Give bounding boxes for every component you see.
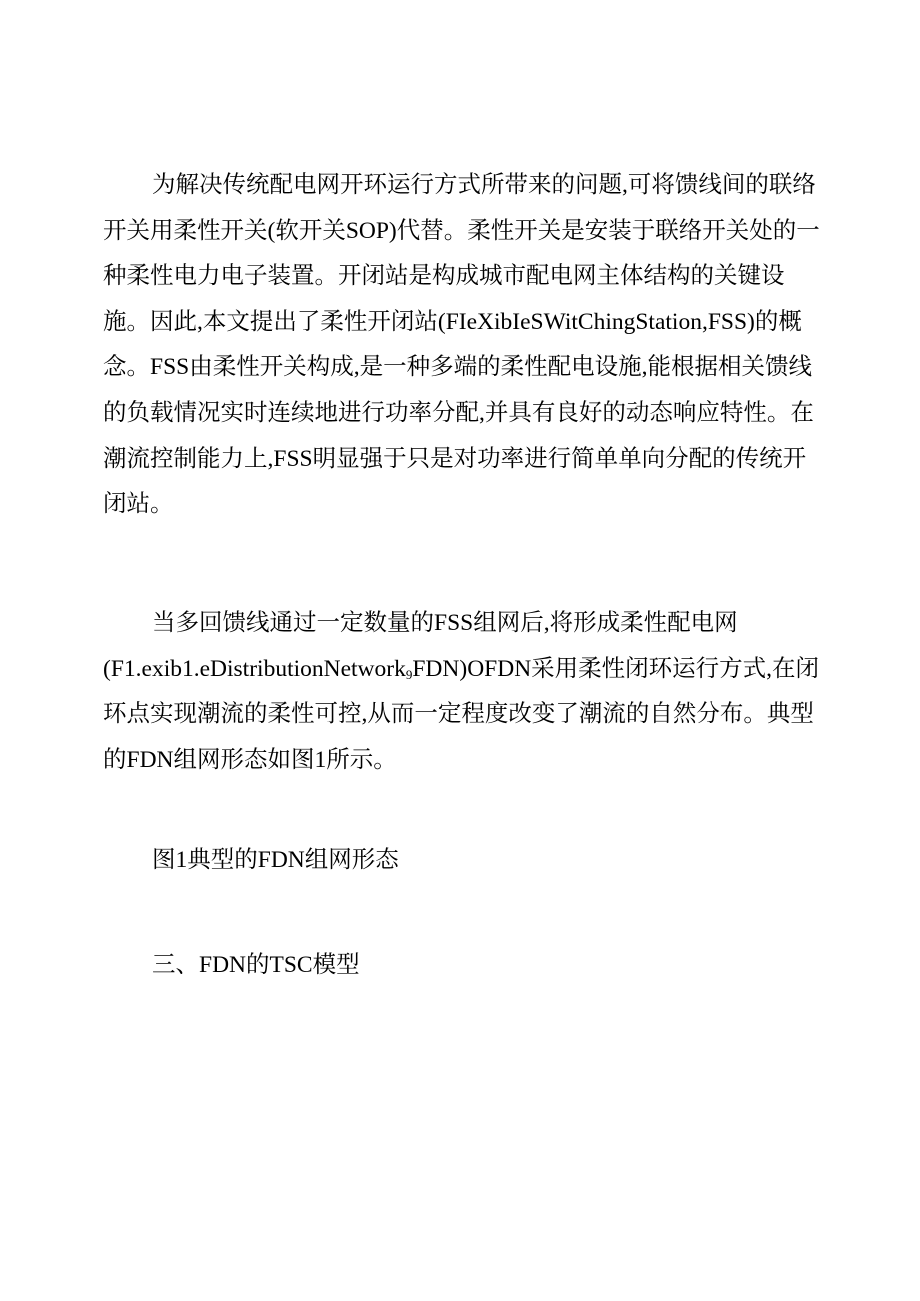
paragraph-line: 施。因此,本文提出了柔性开闭站(FIeXibIeSWitChingStation,FSS)的概: [103, 308, 802, 335]
paragraph-intro: [103, 163, 823, 528]
subscript-nine: 9: [405, 666, 413, 682]
paragraph-line-part: (F1.exib1.eDistributionNetwork: [103, 655, 406, 682]
paragraph-line: 闭站。: [103, 491, 174, 518]
figure-caption-block: [103, 838, 823, 884]
paragraph-line: 念。FSS由柔性开关构成,是一种多端的柔性配电设施,能根据相关馈线: [103, 354, 812, 381]
paragraph-fdn: [103, 601, 823, 783]
paragraph-line: 的FDN组网形态如图1所示。: [103, 746, 397, 773]
paragraph-line: [103, 647, 823, 693]
paragraph-line: 当多回馈线通过一定数量的FSS组网后,将形成柔性配电网: [152, 610, 738, 636]
paragraph-line: 环点实现潮流的柔性可控,从而一定程度改变了潮流的自然分布。典型: [103, 701, 814, 728]
paragraph-line-part: FDN)OFDN采用柔性闭环运行方式,在闭: [412, 655, 820, 682]
paragraph-line: 开关用柔性开关(软开关SOP)代替。柔性开关是安装于联络开关处的一: [103, 217, 820, 244]
section-heading-block: [103, 943, 823, 989]
paragraph-line: 为解决传统配电网开环运行方式所带来的问题,可将馈线间的联络: [152, 172, 816, 198]
paragraph-line: 种柔性电力电子装置。开闭站是构成城市配电网主体结构的关键设: [103, 263, 785, 290]
paragraph-line: 的负载情况实时连续地进行功率分配,并具有良好的动态响应特性。在: [103, 399, 814, 426]
figure-caption: 图1典型的FDN组网形态: [152, 847, 399, 873]
paragraph-line: 潮流控制能力上,FSS明显强于只是对功率进行简单单向分配的传统开: [103, 445, 807, 472]
section-heading: 三、FDN的TSC模型: [152, 952, 360, 978]
